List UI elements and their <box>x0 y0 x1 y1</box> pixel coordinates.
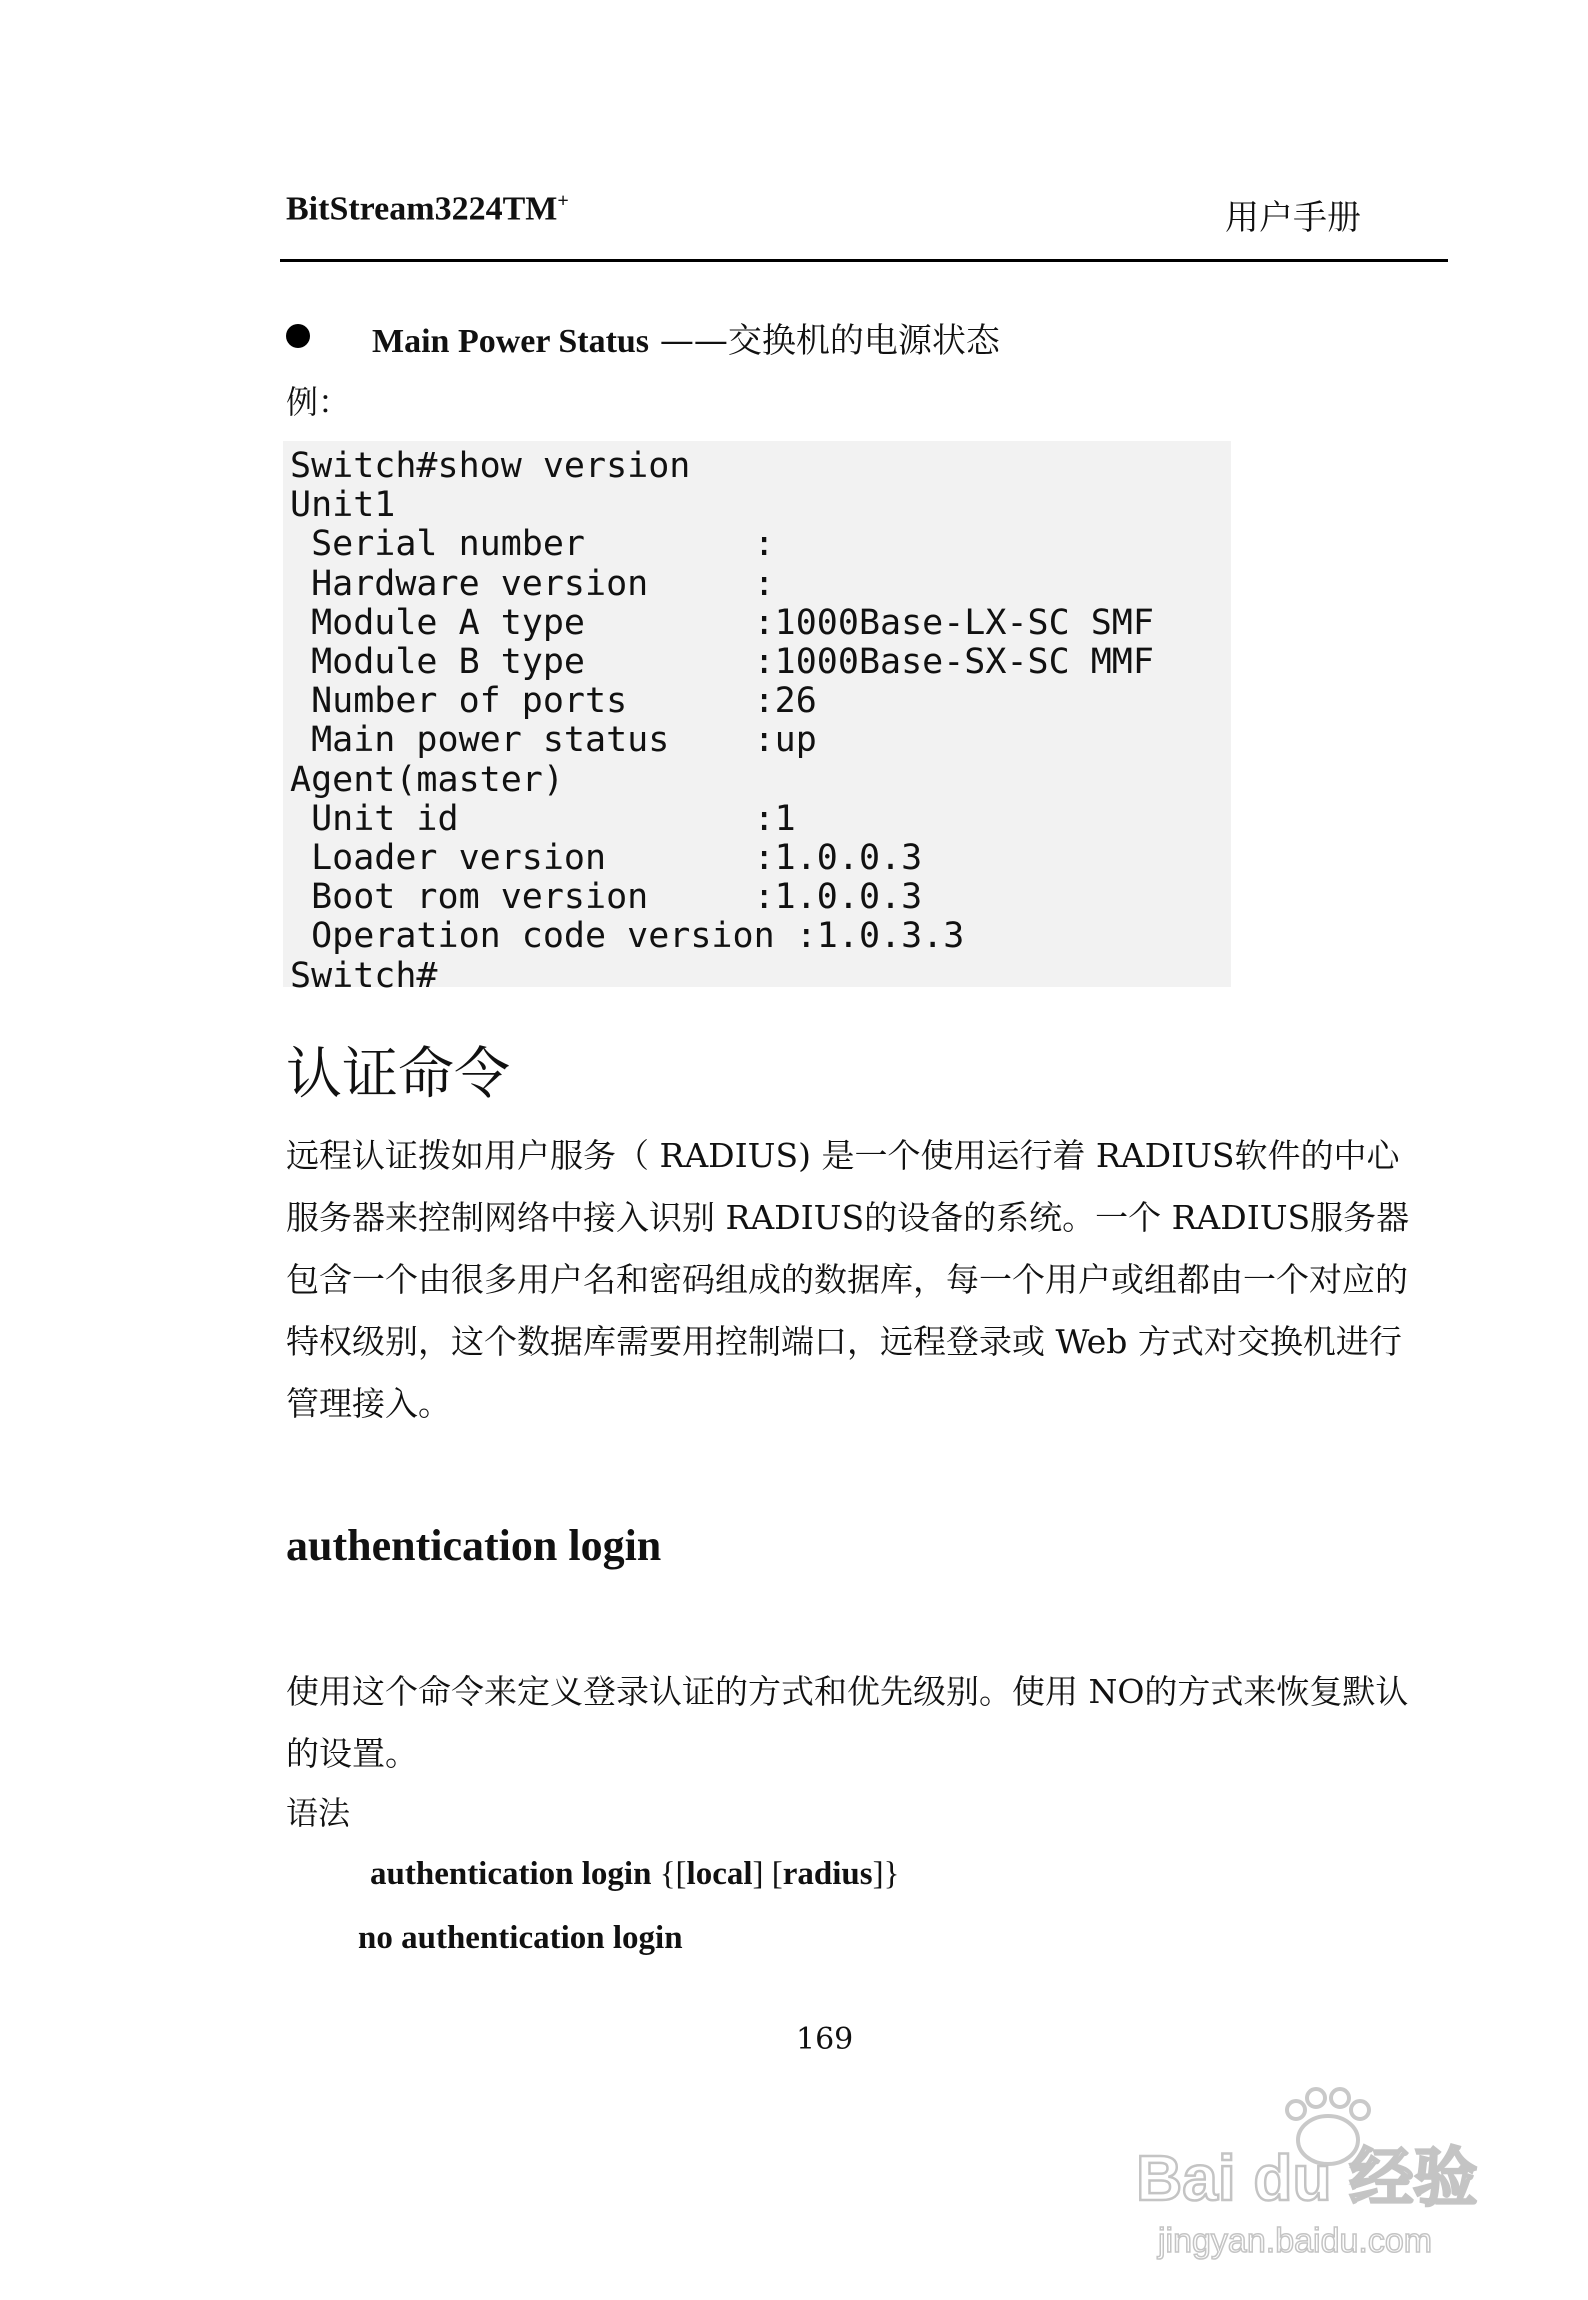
bullet-item <box>372 313 1000 362</box>
code-line: Number of ports :26 <box>290 681 817 722</box>
code-line: Operation code version :1.0.3.3 <box>290 916 965 957</box>
baidu-watermark <box>1118 2070 1538 2270</box>
code-line: Hardware version : <box>290 563 775 604</box>
syntax-open: {[ <box>651 1856 687 1892</box>
syntax-label: 语法 <box>286 1794 351 1832</box>
page-number: 169 <box>796 2022 854 2057</box>
code-line: Unit id :1 <box>290 798 796 839</box>
header-product-title <box>286 190 569 228</box>
code-line: Agent(master) <box>290 759 564 800</box>
code-line: Serial number : <box>290 524 775 565</box>
syntax-local: local <box>686 1856 753 1892</box>
code-line: Switch# <box>290 955 438 996</box>
code-line: Module A type :1000Base-LX-SC SMF <box>290 602 1154 643</box>
code-line: Module B type :1000Base-SX-SC MMF <box>290 642 1154 682</box>
header-manual-label: 用户手册 <box>1225 198 1361 238</box>
command-description: 使用这个命令来定义登录认证的方式和优先级别。使用 NO的方式来恢复默认的设置。 <box>286 1672 1409 1773</box>
example-label: 例： <box>286 383 351 421</box>
watermark-brand: Bai du 经验 <box>1136 2142 1478 2214</box>
header-divider <box>280 259 1448 262</box>
bullet-desc: ——交换机的电源状态 <box>649 321 1000 361</box>
code-line: Unit1 <box>290 485 396 526</box>
syntax-radius: radius <box>782 1856 873 1892</box>
section-title: 认证命令 <box>286 1042 510 1107</box>
syntax-mid: ] [ <box>752 1856 783 1892</box>
syntax-no-line: no authentication login <box>358 1920 683 1956</box>
code-line: Main power status :up <box>290 720 817 761</box>
syntax-line <box>370 1856 899 1893</box>
syntax-cmd: authentication login <box>370 1856 652 1892</box>
watermark-url: jingyan.baidu.com <box>1158 2222 1433 2260</box>
code-line: Loader version :1.0.0.3 <box>290 838 923 878</box>
command-heading: authentication login <box>286 1521 662 1570</box>
code-line: Boot rom version :1.0.0.3 <box>290 877 923 918</box>
syntax-close: ]} <box>872 1856 900 1892</box>
bullet-term: Main Power Status <box>372 323 650 360</box>
bullet-icon <box>286 324 310 348</box>
product-sup: + <box>557 190 569 212</box>
code-line: Switch#show version <box>290 446 691 486</box>
product-name: BitStream3224TM <box>286 190 558 228</box>
intro-paragraph: 远程认证拨如用户服务（ RADIUS) 是一个使用运行着 RADIUS软件的中心服务器来控制网络中接入识别 RADIUS的设备的系统。一个 RADIUS服务器包含一个由很多用户名和密码组成的数据库，每一个用户或组都由一个对应的特权级别，这个数据库需要用控制端口，远程登录或 Web 方式对交换机进行管理接入。 <box>286 1136 1410 1423</box>
